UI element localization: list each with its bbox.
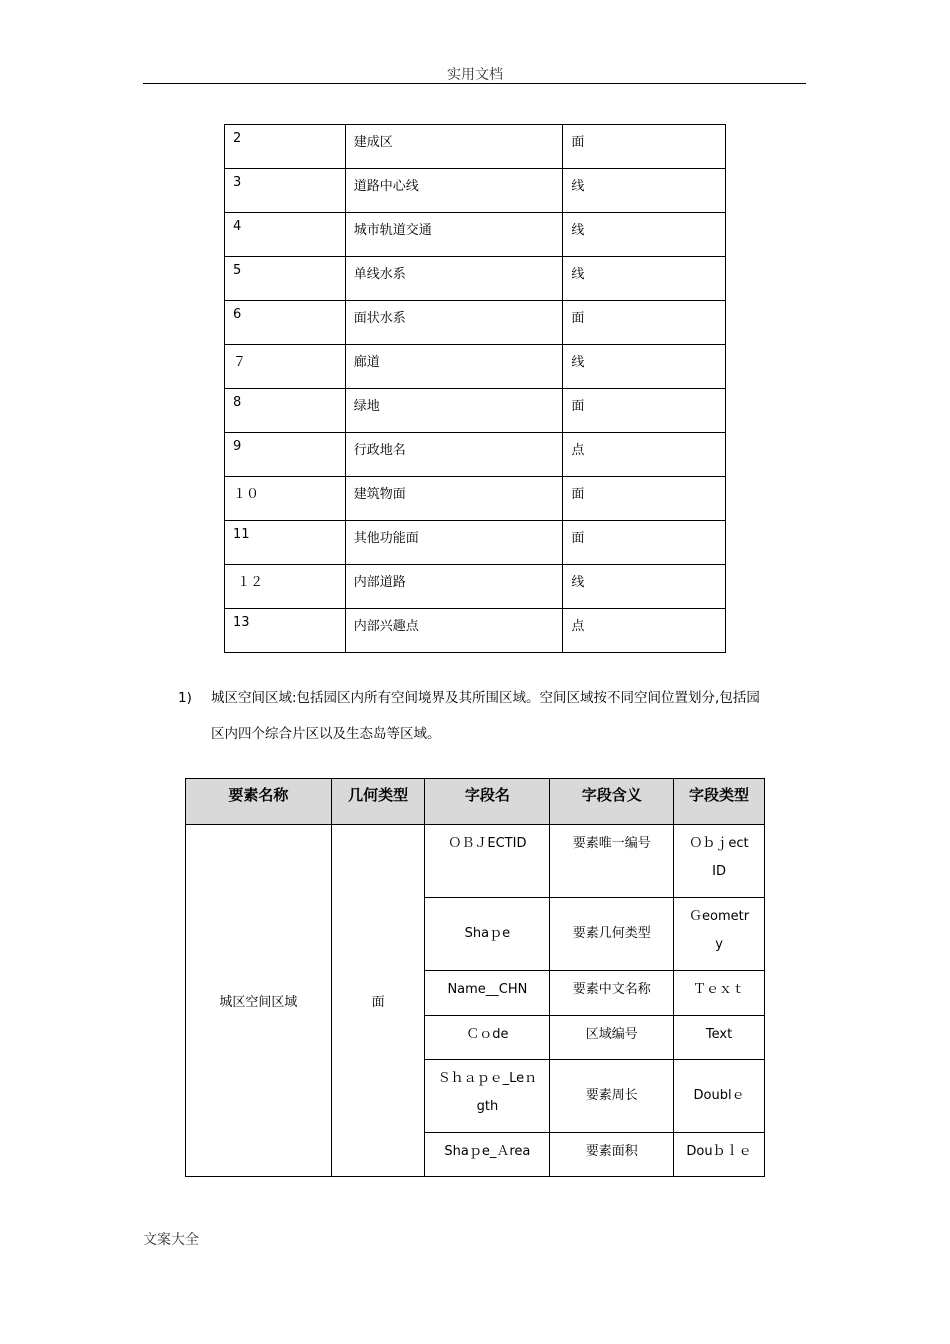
layer-table <box>224 124 726 653</box>
paragraph-line-1: 城区空间区域:包括园区内所有空间境界及其所围区域。空间区域按不同空间位置划分,包括园 <box>211 690 760 706</box>
row-number: 2 <box>225 125 346 169</box>
field-type-line-2: y <box>715 937 723 952</box>
layer-geometry: 线 <box>563 257 726 301</box>
layer-name: 单线水系 <box>345 257 563 301</box>
field-name: Shaｐe <box>425 898 550 971</box>
layer-geometry: 面 <box>563 125 726 169</box>
feature-name-cell: 城区空间区域 <box>186 825 332 1177</box>
field-name-line-1: Ｓｈａｐｅ_Leｎ <box>437 1071 538 1086</box>
layer-name: 建成区 <box>345 125 563 169</box>
table-row <box>225 477 726 521</box>
layer-name: 建筑物面 <box>345 477 563 521</box>
field-type-line-1: Ｏｂｊect <box>689 836 749 851</box>
page-header-title: 实用文档 <box>447 67 503 83</box>
layer-geometry: 面 <box>563 301 726 345</box>
field-name <box>425 1060 550 1133</box>
row-number: 8 <box>225 389 346 433</box>
header-rule <box>143 83 806 84</box>
field-name: Shaｐe_Ａrea <box>425 1133 550 1177</box>
layer-name: 内部道路 <box>345 565 563 609</box>
header-field-name: 字段名 <box>425 779 550 825</box>
row-number: 4 <box>225 213 346 257</box>
layer-name: 绿地 <box>345 389 563 433</box>
table-row <box>186 825 765 898</box>
row-number: １２ <box>225 565 346 609</box>
layer-geometry: 点 <box>563 433 726 477</box>
field-type-line-2: ID <box>712 864 726 879</box>
layer-name: 道路中心线 <box>345 169 563 213</box>
field-type <box>674 898 765 971</box>
list-number: 1) <box>178 690 192 706</box>
field-type <box>674 825 765 898</box>
field-table <box>185 778 765 1177</box>
layer-name: 内部兴趣点 <box>345 609 563 653</box>
row-number: 5 <box>225 257 346 301</box>
field-type: Douｂｌｅ <box>674 1133 765 1177</box>
layer-geometry: 线 <box>563 169 726 213</box>
layer-name: 城市轨道交通 <box>345 213 563 257</box>
row-number: 3 <box>225 169 346 213</box>
table-row <box>225 169 726 213</box>
row-number: ７ <box>225 345 346 389</box>
field-meaning: 要素几何类型 <box>550 898 674 971</box>
field-type-line-1: Ｇeometr <box>689 909 750 924</box>
field-meaning: 要素唯一编号 <box>550 825 674 898</box>
page-footer: 文案大全 <box>143 1232 199 1248</box>
table-row <box>225 125 726 169</box>
table-header-row <box>186 779 765 825</box>
field-meaning: 区域编号 <box>550 1016 674 1060</box>
header-field-type: 字段类型 <box>674 779 765 825</box>
table-row <box>225 609 726 653</box>
field-name-line-2: gth <box>476 1099 499 1114</box>
header-field-meaning: 字段含义 <box>550 779 674 825</box>
row-number: １０ <box>225 477 346 521</box>
field-name: ＯＢＪECTID <box>425 825 550 898</box>
table-row <box>225 565 726 609</box>
table-row <box>225 301 726 345</box>
layer-geometry: 面 <box>563 477 726 521</box>
layer-geometry: 线 <box>563 565 726 609</box>
layer-geometry: 面 <box>563 521 726 565</box>
paragraph-line-2: 区内四个综合片区以及生态岛等区域。 <box>211 726 441 742</box>
row-number: 9 <box>225 433 346 477</box>
header-feature-name: 要素名称 <box>186 779 332 825</box>
table-row <box>225 345 726 389</box>
layer-name: 面状水系 <box>345 301 563 345</box>
field-name: Ｃｏde <box>425 1016 550 1060</box>
field-type: Doublｅ <box>674 1060 765 1133</box>
layer-geometry: 线 <box>563 345 726 389</box>
table-row <box>225 213 726 257</box>
layer-geometry: 线 <box>563 213 726 257</box>
header-geometry-type: 几何类型 <box>331 779 425 825</box>
row-number: 13 <box>225 609 346 653</box>
layer-name: 廊道 <box>345 345 563 389</box>
row-number: 11 <box>225 521 346 565</box>
geometry-type-cell: 面 <box>331 825 425 1177</box>
layer-geometry: 点 <box>563 609 726 653</box>
table-row <box>225 389 726 433</box>
layer-name: 行政地名 <box>345 433 563 477</box>
table-row <box>225 433 726 477</box>
row-number: 6 <box>225 301 346 345</box>
field-meaning: 要素面积 <box>550 1133 674 1177</box>
layer-geometry: 面 <box>563 389 726 433</box>
field-name: Name__CHN <box>425 971 550 1016</box>
field-meaning: 要素中文名称 <box>550 971 674 1016</box>
table-row <box>225 521 726 565</box>
field-type: Text <box>674 1016 765 1060</box>
table-row <box>225 257 726 301</box>
field-type: Ｔｅｘｔ <box>674 971 765 1016</box>
layer-name: 其他功能面 <box>345 521 563 565</box>
field-meaning: 要素周长 <box>550 1060 674 1133</box>
